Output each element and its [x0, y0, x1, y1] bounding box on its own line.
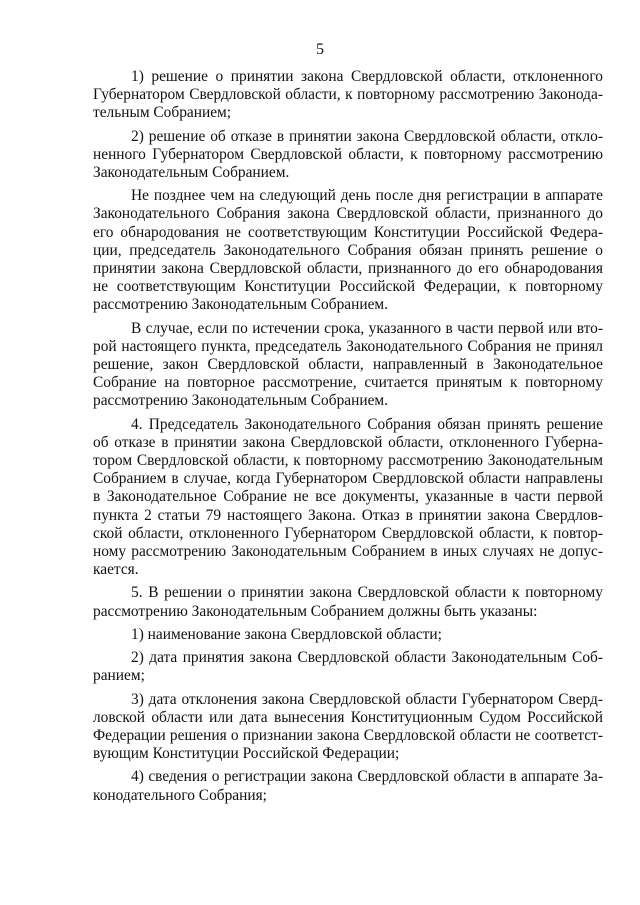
- paragraph-deadline-decision: Не позднее чем на следующий день после дня регистрации в аппарате Законодательного Собрания закона Свердловской области, признанного до его обнародования не соответствующим Конституции Российской Федерации, председатель Законодательного Собрания обязан принять решение о принятии закона Свердловской области, признанного до его обнародования не соответствующим Конституции Российской Федерации, к повторному рассмотрению Законодательным Собранием.: [93, 187, 603, 314]
- list-item-adoption-date: 2) дата принятия закона Свердловской области Законодательным Собранием;: [93, 649, 603, 685]
- paragraph-section-5: 5. В решении о принятии закона Свердловской области к повторному рассмотрению Законодательным Собранием должны быть указаны:: [93, 584, 603, 620]
- page-number: 5: [316, 41, 324, 58]
- list-item-law-name: 1) наименование закона Свердловской области;: [131, 625, 442, 643]
- list-item-registration-info: 4) сведения о регистрации закона Свердловской области в аппарате Законодательного Собрания;: [93, 768, 603, 804]
- paragraph-expired-term: В случае, если по истечении срока, указанного в части первой или второй настоящего пункта, председатель Законодательного Собрания не принял решение, закон Свердловской области, направленный в Законодательное Собрание на повторное рассмотрение, считается принятым к повторному рассмотрению Законодательным Собранием.: [93, 319, 603, 410]
- list-item-rejection-date: 3) дата отклонения закона Свердловской области Губернатором Свердловской области или дата вынесения Конституционным Судом Российской Федерации решения о признании закона Свердловской области не соответствующим Конституции Российской Федерации;: [93, 690, 603, 763]
- paragraph-section-4: 4. Председатель Законодательного Собрания обязан принять решение об отказе в принятии закона Свердловской области, отклоненного Губернатором Свердловской области, к повторному рассмотрению Законодательным Собранием в случае, когда Губернатором Свердловской области направлены в Законодательное Собрание не все документы, указанные в части первой пункта 2 статьи 79 настоящего Закона. Отказ в принятии закона Свердловской области, отклоненного Губернатором Свердловской области, к повторному рассмотрению Законодательным Собранием в иных случаях не допускается.: [93, 415, 603, 579]
- paragraph-item-2: 2) решение об отказе в принятии закона Свердловской области, отклоненного Губернатором Свердловской области, к повторному рассмотрению Законодательным Собранием.: [93, 127, 603, 182]
- paragraph-item-1: 1) решение о принятии закона Свердловской области, отклоненного Губернатором Свердловской области, к повторному рассмотрению Законодательным Собранием;: [93, 68, 603, 122]
- document-body: [93, 68, 603, 810]
